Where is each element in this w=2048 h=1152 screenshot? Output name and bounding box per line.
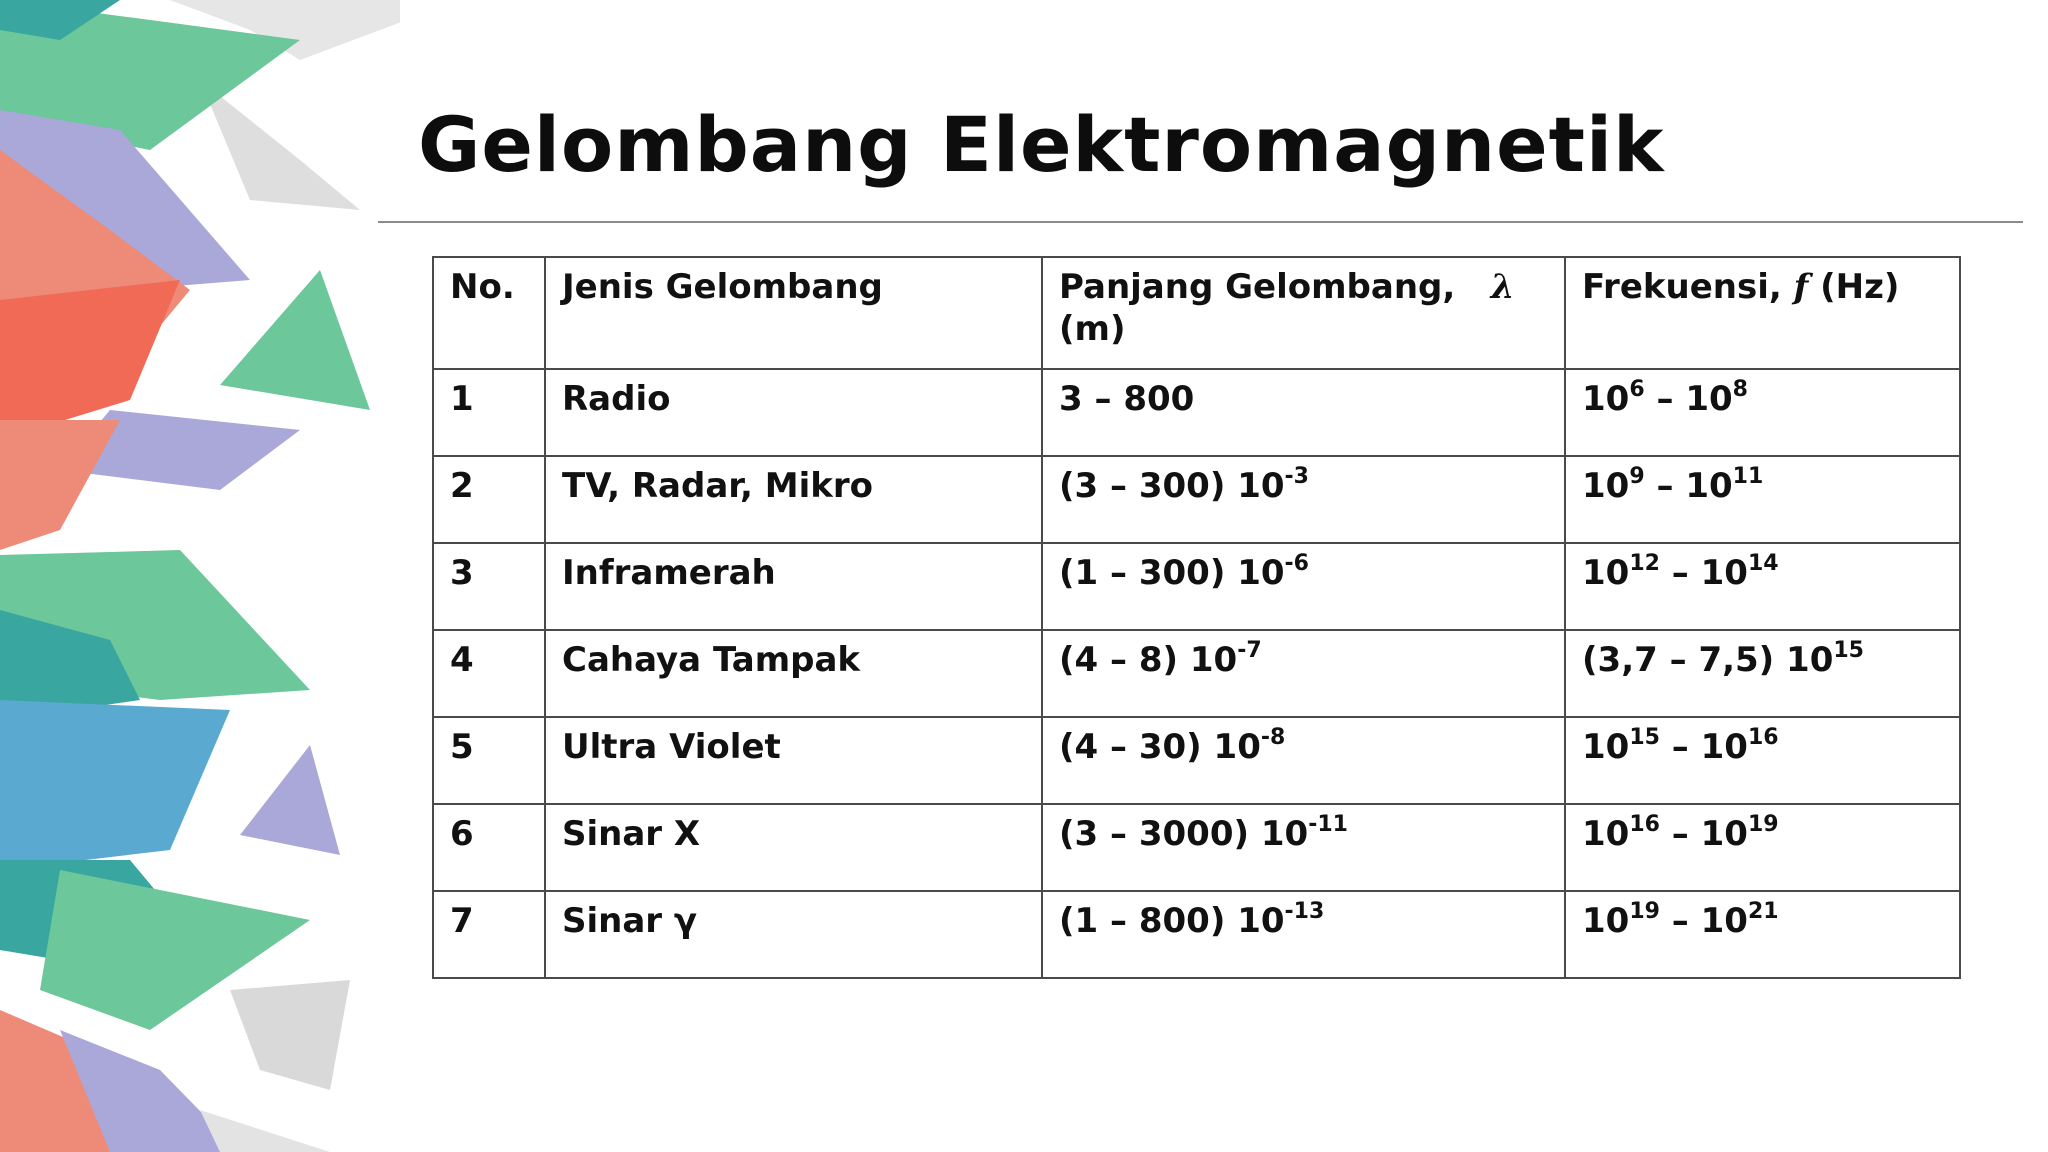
freq-low-exponent: 19 — [1629, 898, 1660, 924]
deco-shape-blue — [0, 700, 230, 870]
panjang-exponent: -7 — [1237, 637, 1262, 663]
panjang-exponent: -13 — [1284, 898, 1325, 924]
panjang-base: (3 – 300) 10 — [1059, 466, 1285, 506]
freq-low-exponent: 15 — [1833, 637, 1864, 663]
header-panjang — [1042, 257, 1565, 369]
panjang-exponent: -6 — [1284, 550, 1309, 576]
deco-shape-gray-bottom — [200, 1110, 330, 1152]
cell-panjang — [1042, 804, 1565, 891]
freq-low: 10 — [1582, 379, 1630, 419]
freq-separator: – — [1659, 901, 1701, 941]
cell-frekuensi — [1565, 891, 1960, 978]
panjang-base: (1 – 300) 10 — [1059, 553, 1285, 593]
freq-separator: – — [1644, 466, 1686, 506]
cell-jenis: Sinar X — [545, 804, 1042, 891]
freq-high: 10 — [1685, 466, 1733, 506]
title-divider — [378, 221, 2023, 223]
header-no — [433, 257, 545, 369]
deco-shape-lavender-triangle — [240, 745, 340, 855]
cell-jenis: Cahaya Tampak — [545, 630, 1042, 717]
freq-low: 10 — [1582, 553, 1630, 593]
table-body — [433, 369, 1960, 978]
cell-jenis: Sinar γ — [545, 891, 1042, 978]
cell-jenis: Ultra Violet — [545, 717, 1042, 804]
freq-high: 10 — [1700, 727, 1748, 767]
freq-low-exponent: 15 — [1629, 724, 1660, 750]
cell-jenis: Radio — [545, 369, 1042, 456]
freq-high-exponent: 19 — [1747, 811, 1779, 837]
decorative-polygon-background — [0, 0, 400, 1152]
cell-no: 4 — [433, 630, 545, 717]
freq-high-exponent: 8 — [1732, 376, 1748, 402]
panjang-base: 3 – 800 — [1059, 379, 1195, 419]
header-panjang-label: Panjang Gelombang, — [1059, 267, 1456, 307]
header-no-label: No. — [450, 267, 515, 307]
cell-no: 3 — [433, 543, 545, 630]
wave-table — [432, 256, 1961, 979]
freq-high-exponent: 21 — [1747, 898, 1779, 924]
freq-high: 10 — [1685, 379, 1733, 419]
freq-high: 10 — [1700, 814, 1748, 854]
cell-frekuensi — [1565, 630, 1960, 717]
table-row — [433, 717, 1960, 804]
panjang-exponent: -11 — [1308, 811, 1348, 837]
cell-no: 7 — [433, 891, 545, 978]
table-row — [433, 543, 1960, 630]
cell-panjang — [1042, 543, 1565, 630]
header-frekuensi — [1565, 257, 1960, 369]
cell-jenis: Inframerah — [545, 543, 1042, 630]
freq-low-exponent: 12 — [1629, 550, 1660, 576]
cell-frekuensi — [1565, 804, 1960, 891]
lambda-symbol: λ — [1490, 267, 1515, 307]
freq-low: 10 — [1582, 727, 1630, 767]
cell-panjang — [1042, 456, 1565, 543]
cell-panjang — [1042, 630, 1565, 717]
freq-high-exponent: 16 — [1747, 724, 1779, 750]
header-jenis-label: Jenis Gelombang — [562, 267, 883, 307]
table-header-row — [433, 257, 1960, 369]
freq-high: 10 — [1700, 553, 1748, 593]
page-title: Gelombang Elektromagnetik — [418, 100, 1665, 189]
header-frekuensi-unit: (Hz) — [1820, 267, 1900, 307]
cell-jenis: TV, Radar, Mikro — [545, 456, 1042, 543]
deco-shape-salmon-lower — [0, 420, 120, 550]
table-row — [433, 630, 1960, 717]
freq-low-exponent: 6 — [1629, 376, 1645, 402]
freq-high-exponent: 14 — [1747, 550, 1779, 576]
freq-low: 10 — [1582, 901, 1630, 941]
freq-low-exponent: 16 — [1629, 811, 1660, 837]
cell-no: 1 — [433, 369, 545, 456]
freq-low-exponent: 9 — [1629, 463, 1645, 489]
cell-panjang — [1042, 717, 1565, 804]
cell-frekuensi — [1565, 369, 1960, 456]
header-frekuensi-label: Frekuensi, — [1582, 267, 1782, 307]
cell-no: 6 — [433, 804, 545, 891]
table-row — [433, 804, 1960, 891]
header-panjang-unit: (m) — [1059, 309, 1126, 349]
panjang-base: (1 – 800) 10 — [1059, 901, 1285, 941]
deco-shape-green-triangle — [220, 270, 370, 410]
panjang-base: (4 – 30) 10 — [1059, 727, 1261, 767]
cell-no: 5 — [433, 717, 545, 804]
cell-panjang — [1042, 891, 1565, 978]
freq-low: 10 — [1582, 466, 1630, 506]
table-row — [433, 369, 1960, 456]
table-row — [433, 456, 1960, 543]
cell-frekuensi — [1565, 456, 1960, 543]
f-symbol: f — [1793, 267, 1809, 307]
panjang-exponent: -8 — [1260, 724, 1286, 750]
panjang-base: (3 – 3000) 10 — [1059, 814, 1309, 854]
freq-separator: – — [1659, 814, 1701, 854]
cell-panjang — [1042, 369, 1565, 456]
freq-separator: – — [1659, 553, 1701, 593]
panjang-exponent: -3 — [1284, 463, 1309, 489]
table-row — [433, 891, 1960, 978]
deco-shape-gray-lower — [230, 980, 350, 1090]
freq-low: 10 — [1582, 814, 1630, 854]
cell-frekuensi — [1565, 543, 1960, 630]
cell-frekuensi — [1565, 717, 1960, 804]
freq-low: (3,7 – 7,5) 10 — [1582, 640, 1834, 680]
header-jenis — [545, 257, 1042, 369]
panjang-base: (4 – 8) 10 — [1059, 640, 1238, 680]
cell-no: 2 — [433, 456, 545, 543]
deco-shape-gray-mid — [200, 80, 360, 210]
freq-high: 10 — [1700, 901, 1748, 941]
freq-high-exponent: 11 — [1732, 463, 1764, 489]
freq-separator: – — [1644, 379, 1686, 419]
freq-separator: – — [1659, 727, 1701, 767]
